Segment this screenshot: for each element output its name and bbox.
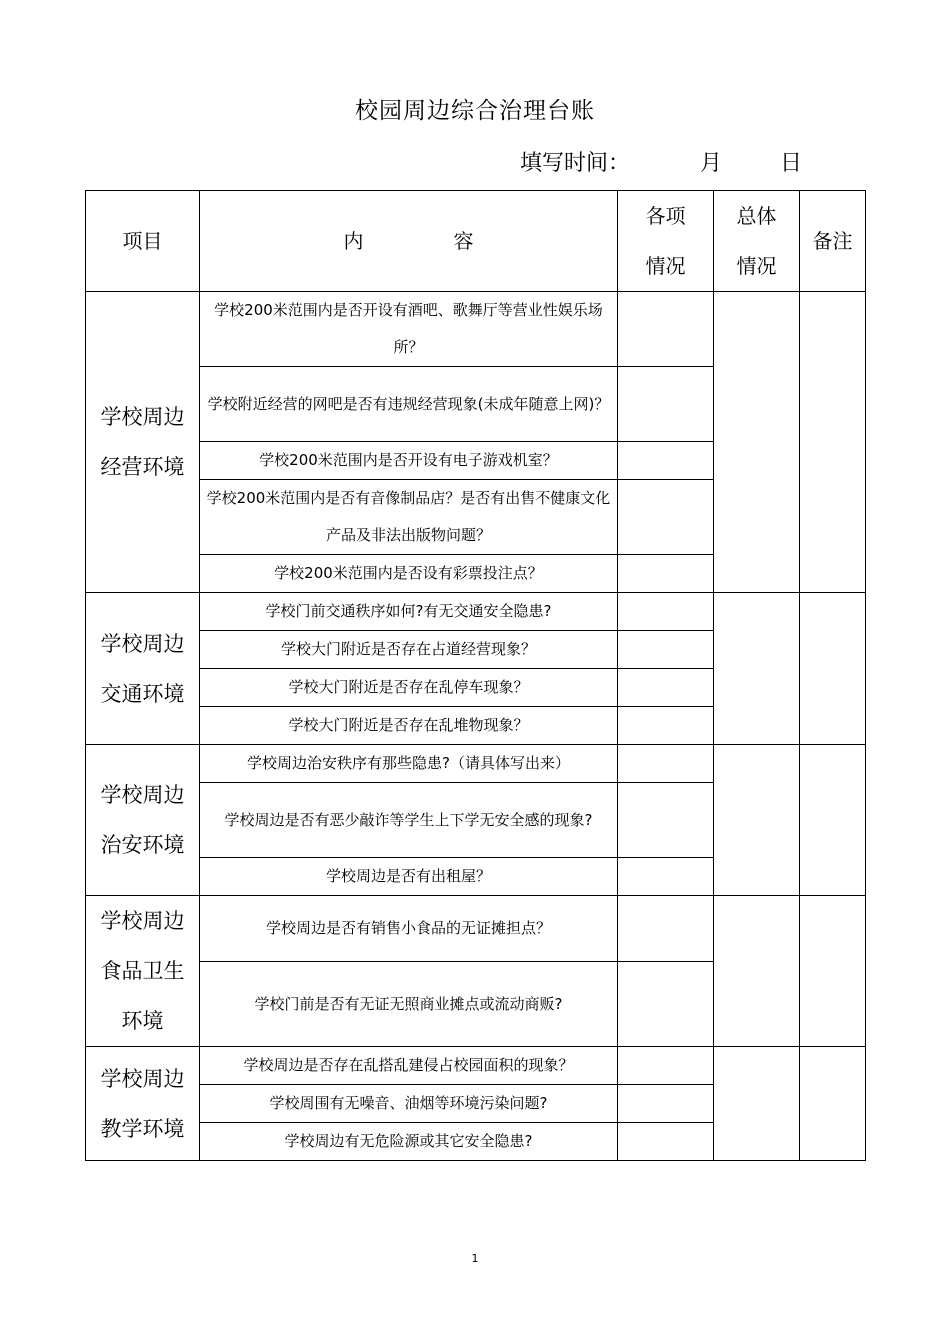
category-food-hygiene [86,896,200,1047]
header-project: 项目 [86,191,200,292]
item-content: 学校200米范围内是否设有彩票投注点？ [200,555,618,593]
each-status-cell[interactable] [618,896,714,962]
day-label: 日 [780,151,803,176]
each-status-cell[interactable] [618,442,714,480]
category-business [86,292,200,593]
category-line: 经营环境 [100,455,185,479]
each-status-cell[interactable] [618,593,714,631]
each-status-cell[interactable] [618,783,714,858]
each-status-cell[interactable] [618,707,714,745]
each-status-cell[interactable] [618,631,714,669]
header-content-left: 内 [343,229,364,253]
item-content: 学校周边是否存在乱搭乱建侵占校园面积的现象？ [200,1047,618,1085]
category-security [86,745,200,896]
each-status-cell[interactable] [618,669,714,707]
document-title: 校园周边综合治理台账 [355,98,595,124]
item-content: 学校周边是否有恶少敲诈等学生上下学无安全感的现象? [200,783,618,858]
category-line: 学校周边 [100,909,185,933]
fill-date-line [520,146,802,177]
item-content: 学校200米范围内是否有音像制品店？是否有出售不健康文化产品及非法出版物问题？ [200,480,618,555]
table-row [86,1047,866,1085]
category-line: 教学环境 [100,1116,185,1141]
table-row [86,896,866,962]
item-content: 学校200米范围内是否开设有酒吧、歌舞厅等营业性娱乐场所？ [200,292,618,367]
remarks-cell[interactable] [800,292,866,593]
item-content: 学校大门附近是否存在乱停车现象？ [200,669,618,707]
item-content: 学校大门附近是否存在占道经营现象？ [200,631,618,669]
remarks-cell[interactable] [800,593,866,745]
header-row [86,191,866,292]
table-row [86,292,866,367]
header-each-status [618,191,714,292]
header-overall-line1: 总体 [736,204,777,228]
category-line: 交通环境 [100,681,185,706]
each-status-cell[interactable] [618,745,714,783]
header-overall-line2: 情况 [736,254,777,278]
item-content: 学校大门附近是否存在乱堆物现象？ [200,707,618,745]
category-line: 环境 [121,1009,164,1033]
header-each-line1: 各项 [645,204,686,228]
each-status-cell[interactable] [618,292,714,367]
fill-date-label: 填写时间： [520,151,631,176]
category-line: 治安环境 [100,833,185,857]
each-status-cell[interactable] [618,480,714,555]
overall-status-cell[interactable] [714,1047,800,1161]
month-label: 月 [700,151,723,176]
overall-status-cell[interactable] [714,896,800,1047]
item-content: 学校200米范围内是否开设有电子游戏机室？ [200,442,618,480]
overall-status-cell[interactable] [714,593,800,745]
item-content: 学校周边是否有出租屋？ [200,858,618,896]
header-content [200,191,618,292]
header-content-right: 容 [453,229,474,253]
each-status-cell[interactable] [618,367,714,442]
category-line: 食品卫生 [100,959,185,983]
each-status-cell[interactable] [618,1047,714,1085]
item-content: 学校门前交通秩序如何?有无交通安全隐患? [200,593,618,631]
header-remarks: 备注 [800,191,866,292]
category-line: 学校周边 [100,1066,185,1091]
each-status-cell[interactable] [618,555,714,593]
category-line: 学校周边 [100,631,185,656]
item-content: 学校周边治安秩序有那些隐患?（请具体写出来） [200,745,618,783]
category-line: 学校周边 [100,405,185,429]
each-status-cell[interactable] [618,858,714,896]
ledger-table [85,190,866,1161]
header-overall-status [714,191,800,292]
table-row [86,745,866,783]
header-each-line2: 情况 [645,254,686,278]
item-content: 学校周围有无噪音、油烟等环境污染问题? [200,1085,618,1123]
remarks-cell[interactable] [800,896,866,1047]
each-status-cell[interactable] [618,1123,714,1161]
each-status-cell[interactable] [618,1085,714,1123]
category-line: 学校周边 [100,783,185,807]
item-content: 学校附近经营的网吧是否有违规经营现象(未成年随意上网)？ [200,367,618,442]
each-status-cell[interactable] [618,962,714,1047]
overall-status-cell[interactable] [714,745,800,896]
page-number: 1 [471,1252,479,1265]
category-traffic [86,593,200,745]
remarks-cell[interactable] [800,745,866,896]
remarks-cell[interactable] [800,1047,866,1161]
item-content: 学校门前是否有无证无照商业摊点或流动商贩? [200,962,618,1047]
overall-status-cell[interactable] [714,292,800,593]
table-row [86,593,866,631]
item-content: 学校周边有无危险源或其它安全隐患? [200,1123,618,1161]
category-teaching [86,1047,200,1161]
item-content: 学校周边是否有销售小食品的无证摊担点？ [200,896,618,962]
